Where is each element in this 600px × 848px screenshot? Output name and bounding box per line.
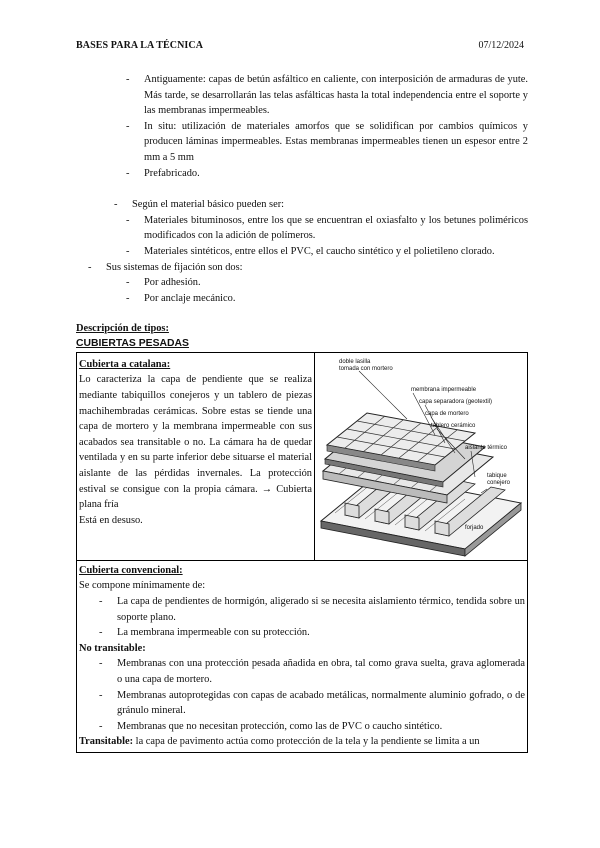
- list-item: - In situ: utilización de materiales amorfos que se solidifican por cambios químicos y producen láminas impermeables. Estas membranas impermeables tienen un espesor entre 2 mm a 5 mm: [126, 120, 528, 164]
- diagram-label: capa de mortero: [425, 410, 469, 417]
- list-item: - Por anclaje mecánico.: [126, 292, 236, 304]
- diagram-label: capa separadora (geotextil): [419, 398, 493, 405]
- list-item: - Membranas autoprotegidas con capas de acabado metálicas, normalmente aluminio gofrado, o de gránulo mineral.: [99, 689, 525, 717]
- convencional-section: [76, 561, 528, 753]
- list-item: - Materiales bituminosos, entre los que se encuentran el oxiasfalto y los betunes poliméricos modificados con la adición de polímeros.: [126, 214, 528, 242]
- page-header: [76, 38, 524, 53]
- list-item: - La capa de pendientes de hormigón, aligerado si se necesita aislamiento térmico, tendida sobre un soporte plano.: [99, 595, 525, 623]
- diagram-label: forjado: [465, 524, 484, 531]
- catalana-text-cell: [77, 353, 315, 560]
- list-item: - Materiales sintéticos, entre ellos el PVC, el caucho sintético y el polietileno clorado.: [126, 246, 495, 258]
- catalana-title: Cubierta a catalana:: [79, 358, 171, 370]
- catalana-row: [76, 352, 528, 561]
- diagram-label: membrana impermeable: [411, 386, 477, 393]
- diagram-label: aislante térmico: [465, 444, 508, 451]
- header-title: BASES PARA LA TÉCNICA: [76, 40, 204, 51]
- convencional-title: Cubierta convencional:: [79, 564, 183, 576]
- list-item: - La membrana impermeable con su protección.: [99, 627, 310, 639]
- convencional-intro: Se compone mínimamente de:: [79, 580, 206, 592]
- page-content: [76, 72, 528, 753]
- roof-section-diagram: [315, 353, 527, 560]
- list-item: - Antiguamente: capas de betún asfáltico en caliente, con interposición de armaduras de yute. Más tarde, se desarrollarán las telas asfálticas hasta la total independencia entre el soporte y las membranas impermeables.: [126, 74, 528, 117]
- transitable-paragraph: [79, 734, 525, 750]
- diagram-label: conejero: [487, 479, 511, 486]
- catalana-diagram-cell: [315, 353, 527, 560]
- no-transitable-title: No transitable:: [79, 642, 146, 654]
- header-date: 07/12/2024: [478, 40, 524, 51]
- list-item: - Prefabricado.: [126, 167, 200, 179]
- section-subtitle: CUBIERTAS PESADAS: [76, 338, 189, 350]
- catalana-text: Lo caracteriza la capa de pendiente que se realiza mediante tabiquillos conejeros y un tablero de piezas machihembradas cerámicas. Sobre estas se tiende una capa de mortero y la membrana impermeable con sus acabados sea transitable o no. La cámara ha de quedar ventilada y en su parte inferior debe situarse el material aislante de las pérdidas invernales. La protección estival se consigue con la propia cámara. → Cubierta plana fría: [79, 374, 312, 511]
- diagram-label: tomada con mortero: [339, 365, 393, 372]
- list-item: - Por adhesión.: [126, 277, 201, 289]
- list-item: - Membranas que no necesitan protección, como las de PVC o caucho sintético.: [99, 720, 443, 732]
- diagram-label: doble lasilla: [339, 358, 371, 365]
- diagram-label: tablero cerámico: [431, 422, 476, 429]
- section-title: Descripción de tipos:: [76, 322, 169, 334]
- diagram-label: tabique: [487, 472, 507, 479]
- list-item: - Sus sistemas de fijación son dos:: [88, 261, 243, 273]
- transitable-title: Transitable:: [79, 736, 134, 748]
- catalana-note: Está en desuso.: [79, 514, 143, 526]
- list-item: - Membranas con una protección pesada añadida en obra, tal como grava suelta, grava aglomerada o una capa de mortero.: [99, 658, 525, 686]
- list-item: - Según el material básico pueden ser:: [114, 199, 285, 211]
- transitable-text: la capa de pavimento actúa como protección de la tela y la pendiente se limita a un: [133, 736, 480, 748]
